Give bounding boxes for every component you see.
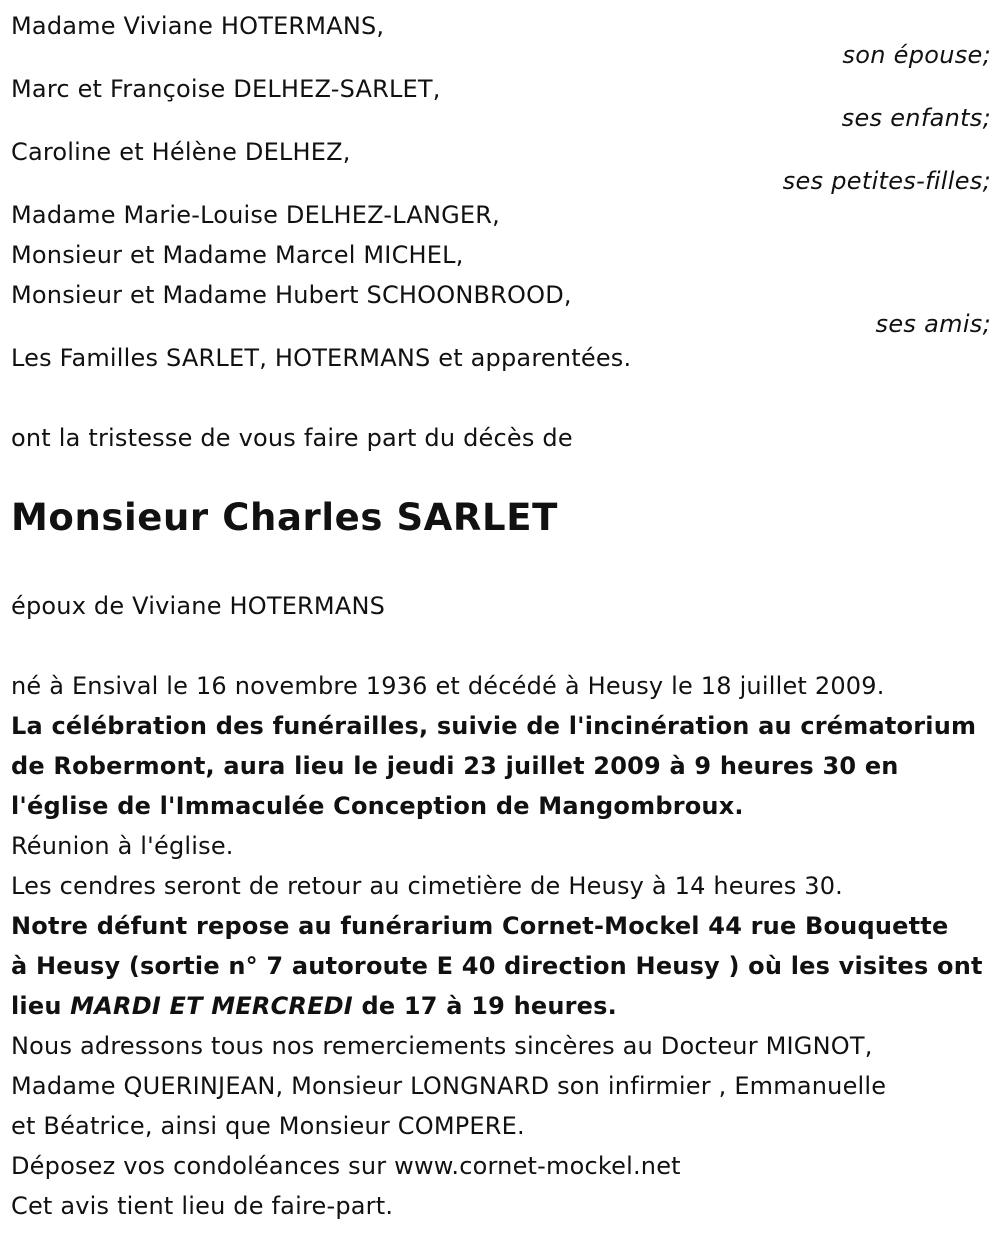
thanks-line: Nous adressons tous nos remerciements sincères au Docteur MIGNOT, — [11, 1032, 873, 1060]
spouse-name: Madame Viviane HOTERMANS, — [11, 12, 385, 40]
friend-line: Monsieur et Madame Hubert SCHOONBROOD, — [11, 281, 572, 309]
children-name: Marc et Françoise DELHEZ-SARLET, — [11, 75, 441, 103]
spouse-of-line: époux de Viviane HOTERMANS — [11, 592, 386, 620]
grandchildren-block — [11, 132, 989, 193]
grandchildren-relation: ses petites-filles; — [782, 167, 991, 195]
friend-line: Madame Marie-Louise DELHEZ-LANGER, — [11, 201, 500, 229]
details-block — [11, 666, 989, 1226]
thanks-line: et Béatrice, ainsi que Monsieur COMPERE. — [11, 1112, 525, 1140]
meeting-line: Réunion à l'église. — [11, 832, 234, 860]
visitation-hours-prefix: lieu — [11, 992, 71, 1020]
spouse-block — [11, 6, 989, 67]
children-block — [11, 69, 989, 130]
ceremony-line: de Robermont, aura lieu le jeudi 23 juillet 2009 à 9 heures 30 en — [11, 752, 899, 780]
relatives-line: Les Familles SARLET, HOTERMANS et apparentées. — [11, 344, 632, 372]
friends-relation: ses amis; — [875, 310, 991, 338]
friends-block — [11, 195, 989, 336]
friend-line: Monsieur et Madame Marcel MICHEL, — [11, 241, 464, 269]
children-relation: ses enfants; — [841, 104, 991, 132]
visitation-line: Notre défunt repose au funérarium Cornet-Mockel 44 rue Bouquette — [11, 912, 949, 940]
thanks-line: Madame QUERINJEAN, Monsieur LONGNARD son infirmier , Emmanuelle — [11, 1072, 887, 1100]
notice-line: Cet avis tient lieu de faire-part. — [11, 1192, 394, 1220]
birth-death-line: né à Ensival le 16 novembre 1936 et décédé à Heusy le 18 juillet 2009. — [11, 672, 885, 700]
announcement-intro: ont la tristesse de vous faire part du décès de — [11, 424, 573, 452]
visitation-hours-suffix: de 17 à 19 heures. — [352, 992, 617, 1020]
deceased-name: Monsieur Charles SARLET — [11, 496, 558, 539]
ceremony-line: l'église de l'Immaculée Conception de Mangombroux. — [11, 792, 744, 820]
visitation-days: MARDI ET MERCREDI — [70, 992, 353, 1020]
visitation-line: à Heusy (sortie n° 7 autoroute E 40 direction Heusy ) où les visites ont — [11, 952, 983, 980]
condolences-line: Déposez vos condoléances sur www.cornet-mockel.net — [11, 1152, 681, 1180]
grandchildren-name: Caroline et Hélène DELHEZ, — [11, 138, 351, 166]
visitation-hours-line — [11, 986, 989, 1026]
ceremony-line: La célébration des funérailles, suivie de l'incinération au crématorium — [11, 712, 977, 740]
spouse-relation: son épouse; — [842, 41, 991, 69]
ashes-line: Les cendres seront de retour au cimetière de Heusy à 14 heures 30. — [11, 872, 843, 900]
